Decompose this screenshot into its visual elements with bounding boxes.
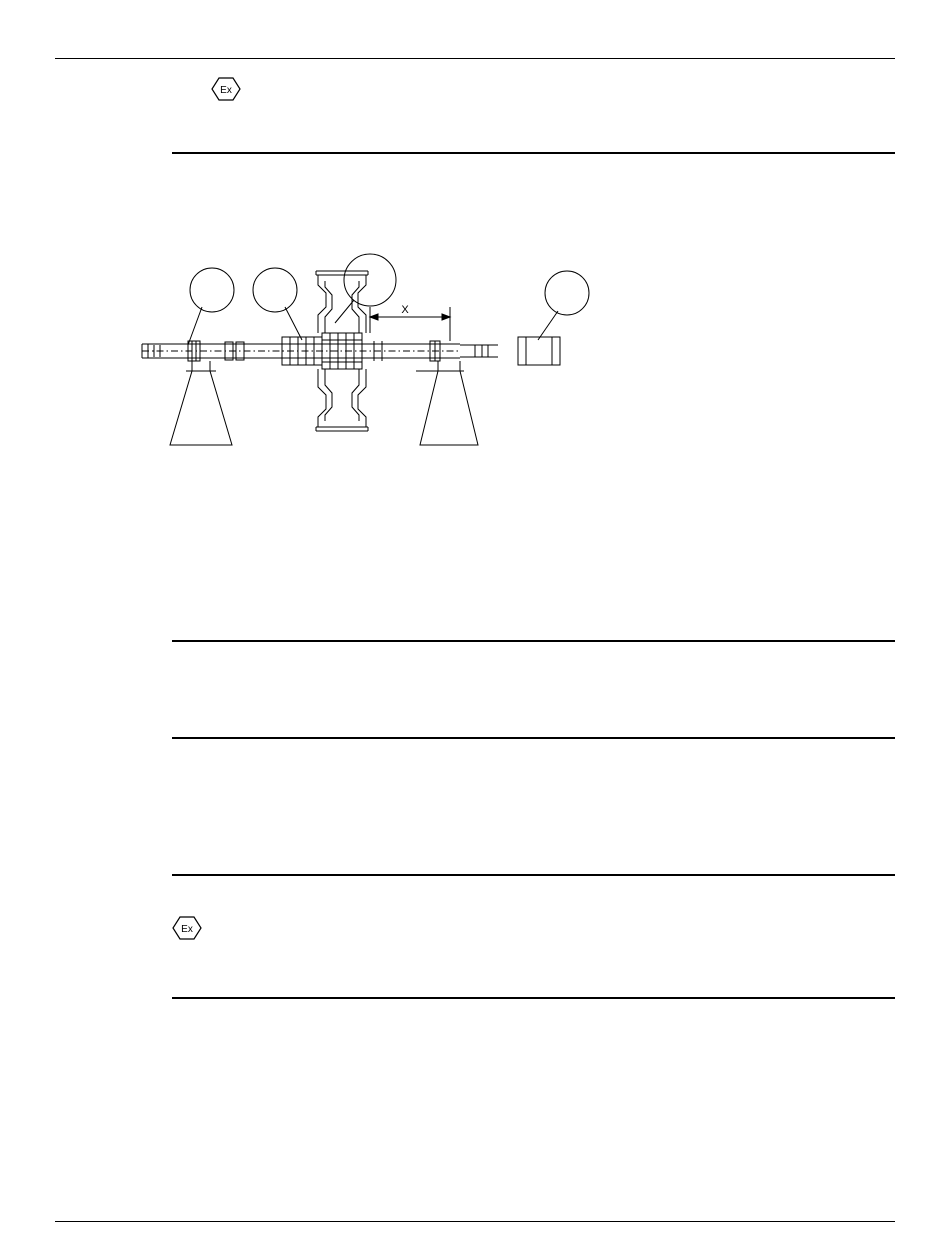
callout-circle-2: [253, 268, 297, 312]
ex-hexagon-icon-section: [172, 915, 202, 941]
rule-bottom: [55, 1221, 895, 1222]
rule-under-header: [172, 152, 895, 154]
svg-text:Ex: Ex: [220, 85, 232, 96]
rule-mid-3: [172, 874, 895, 876]
ex-hexagon-icon: [211, 76, 241, 102]
rule-top: [55, 58, 895, 59]
callout-circle-4: [545, 271, 589, 315]
rule-mid-4: [172, 997, 895, 999]
svg-text:Ex: Ex: [181, 924, 193, 935]
callout-circle-1: [190, 268, 234, 312]
rule-mid-1: [172, 640, 895, 642]
rule-mid-2: [172, 737, 895, 739]
assembly-cross-section-drawing: [130, 245, 650, 465]
dimension-label-x: X: [401, 304, 409, 316]
